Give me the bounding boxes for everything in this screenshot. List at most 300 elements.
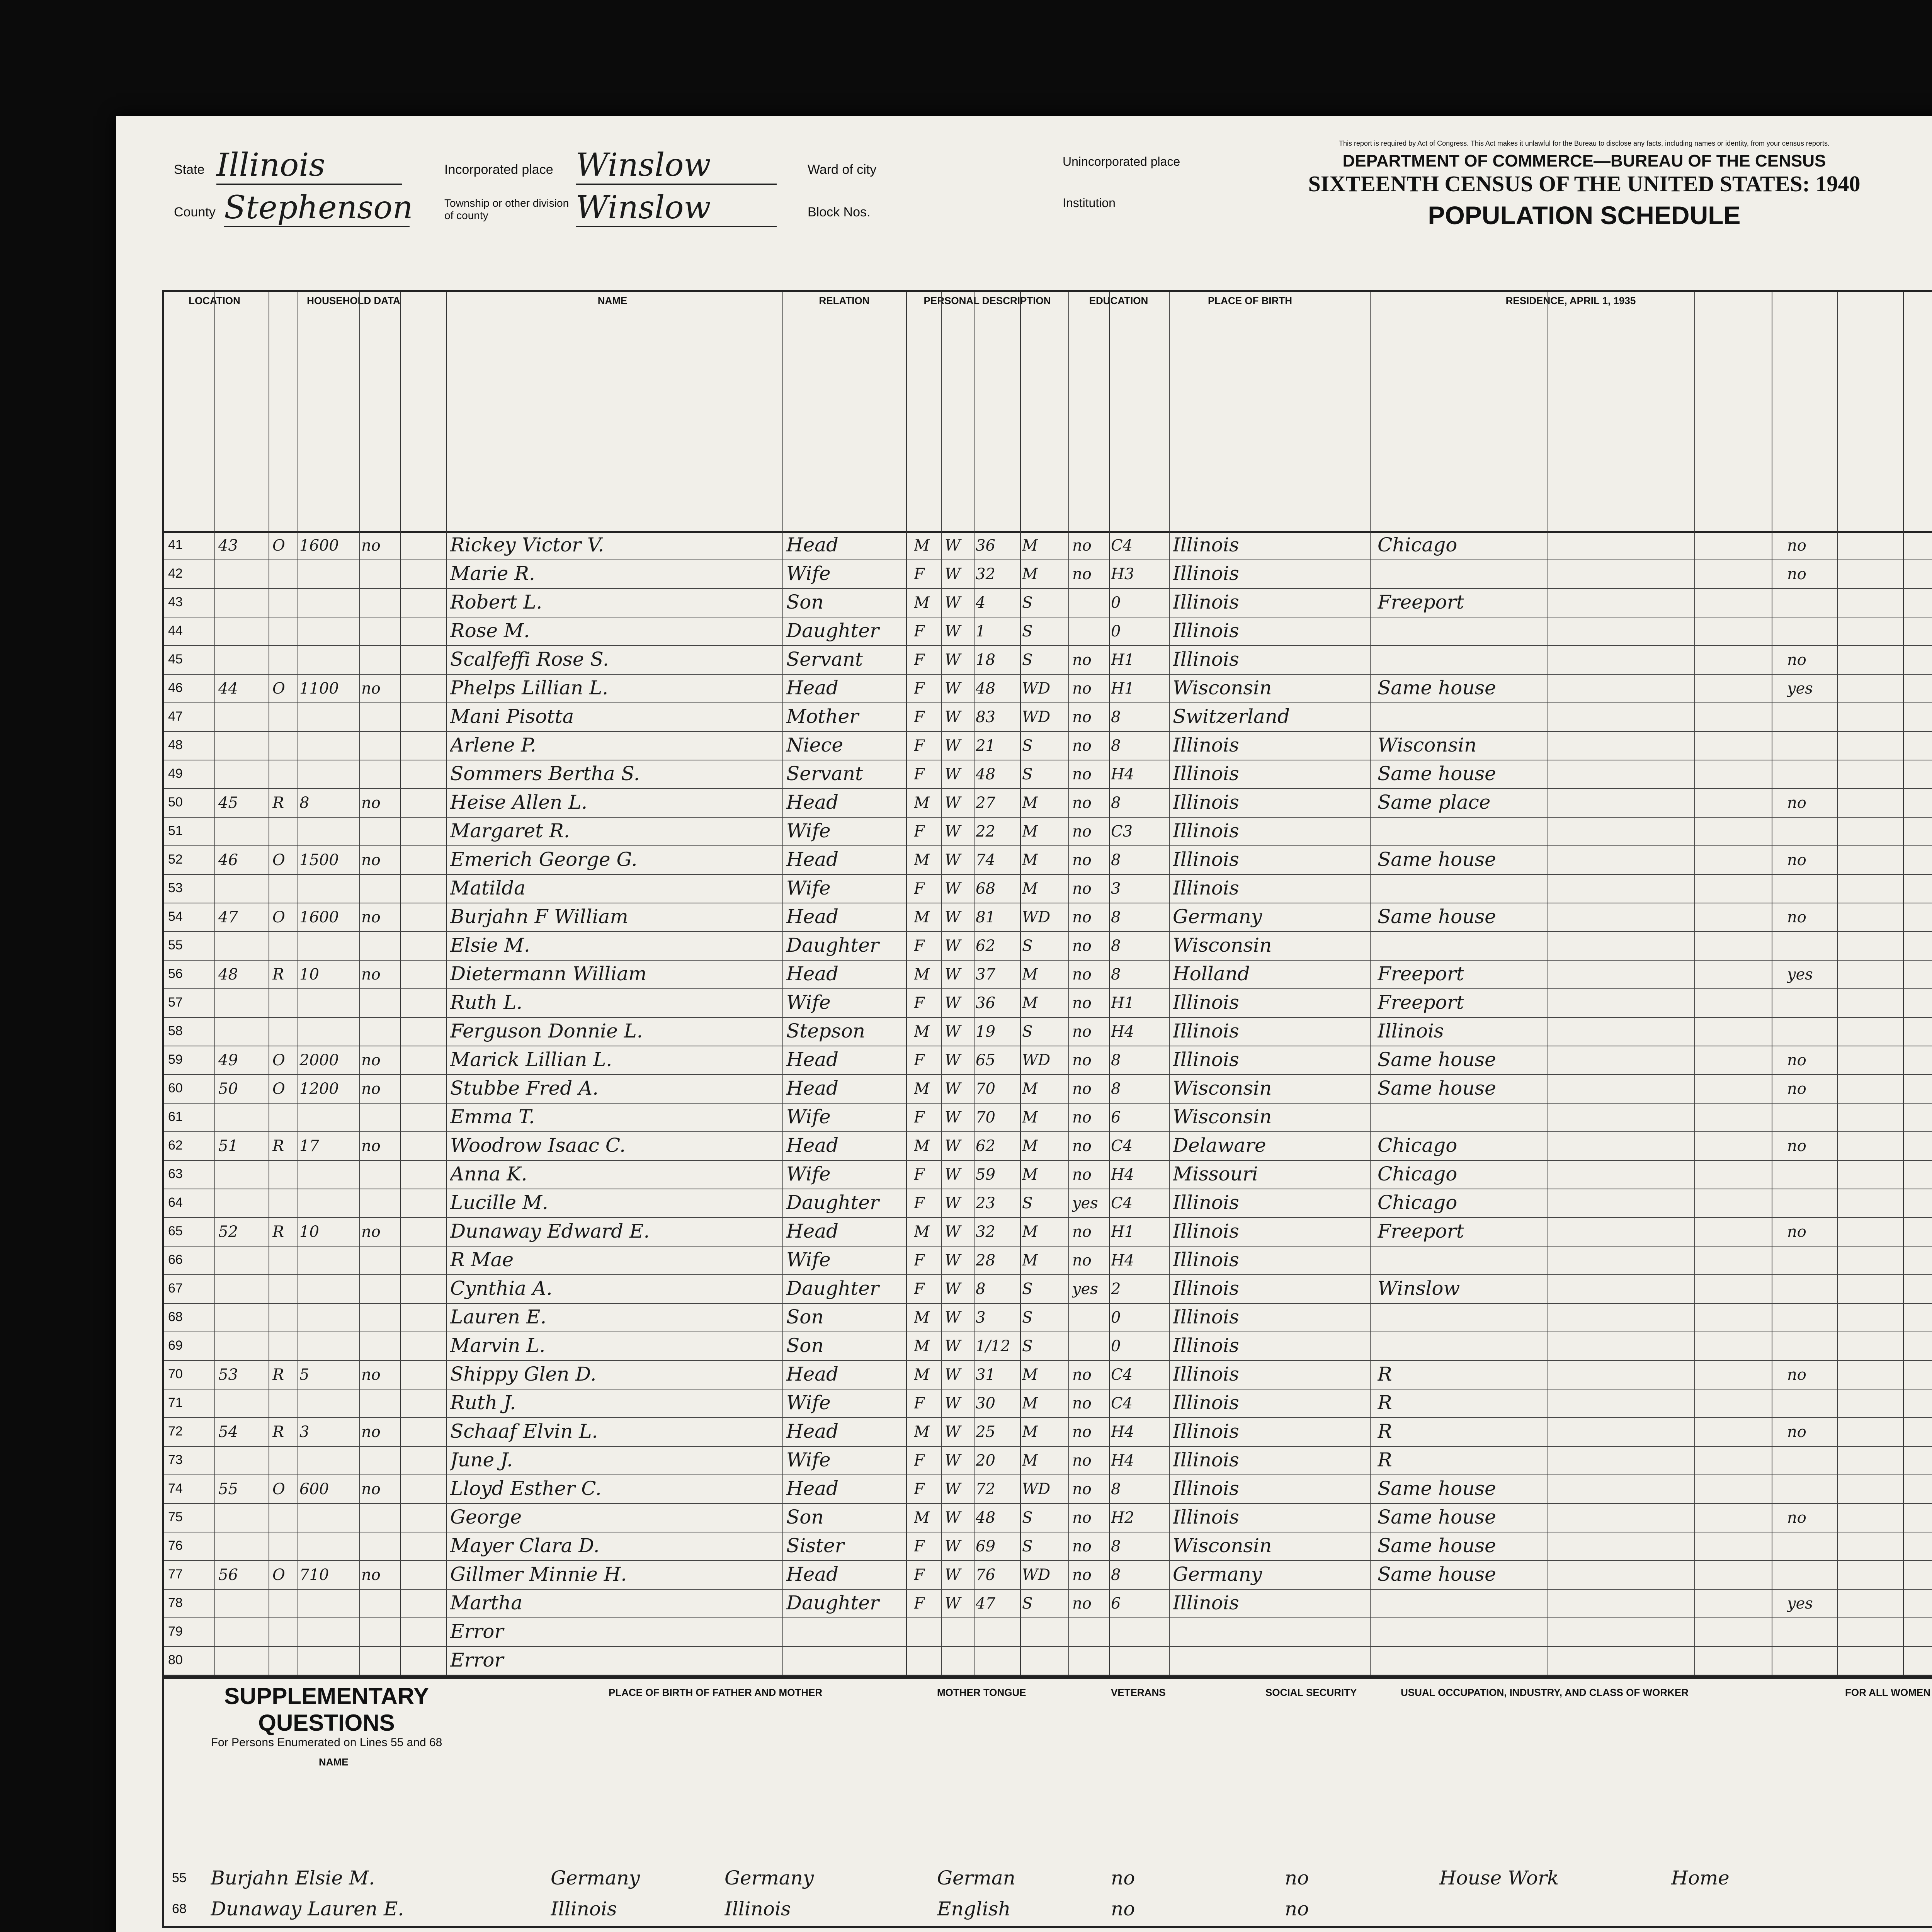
supp-cell-mother: Illinois [724, 1898, 791, 1920]
cell-rel: Son [786, 591, 824, 613]
table-row [164, 731, 1932, 760]
cell-name: Gillmer Minnie H. [450, 1563, 627, 1585]
cell-line: 53 [168, 881, 183, 895]
cell-grade: H4 [1111, 1166, 1134, 1184]
cell-work: no [1787, 651, 1806, 669]
state-value: Illinois [216, 147, 402, 185]
cell-res: R [1378, 1449, 1392, 1471]
cell-school: no [1072, 1509, 1092, 1527]
cell-res: R [1378, 1391, 1392, 1414]
cell-value: 600 [299, 1480, 329, 1498]
cell-age: 20 [976, 1452, 995, 1469]
cell-race: W [945, 1080, 961, 1098]
cell-farm: no [361, 1137, 381, 1155]
cell-birth: Illinois [1173, 1334, 1239, 1357]
cell-res: R [1378, 1363, 1392, 1385]
cell-birth: Switzerland [1173, 705, 1290, 728]
cell-line: 52 [168, 852, 183, 867]
header-title: This report is required by Act of Congress. This Act makes it unlawful for the Bureau to disclose any facts, including names or identity, from your census reports. DEPARTMENT OF COMMERCE—BUREAU OF THE CENSUS SIXTEENTH CENSUS OF THE UNITED STATES: 1940 POPULATION SCHEDULE [1275, 139, 1893, 230]
cell-name: Lucille M. [450, 1191, 548, 1214]
cell-rel: Sister [786, 1534, 844, 1557]
cell-race: W [945, 565, 961, 583]
cell-race: W [945, 823, 961, 840]
cell-race: W [945, 1423, 961, 1441]
cell-tenure: R [272, 1423, 284, 1441]
cell-value: 10 [299, 1223, 319, 1241]
cell-birth: Illinois [1173, 1048, 1239, 1071]
cell-line: 69 [168, 1338, 183, 1353]
supp-cell-occ: House Work [1439, 1867, 1559, 1889]
cell-name: Mani Pisotta [450, 705, 574, 728]
cell-value: 1600 [299, 537, 339, 554]
cell-work: no [1787, 1051, 1806, 1069]
cell-line: 73 [168, 1452, 183, 1467]
cell-work: no [1787, 1366, 1806, 1384]
cell-rel: Head [786, 1077, 839, 1099]
cell-mar: M [1022, 1080, 1038, 1098]
cell-birth: Wisconsin [1173, 1077, 1272, 1099]
cell-name: Lauren E. [450, 1306, 547, 1328]
cell-age: 68 [976, 880, 995, 898]
table-row [164, 1332, 1932, 1361]
cell-mar: M [1022, 1366, 1038, 1384]
cell-name: Emerich George G. [450, 848, 638, 871]
cell-mar: M [1022, 1452, 1038, 1469]
cell-mar: S [1022, 1537, 1033, 1555]
supp-cell-vet: no [1111, 1867, 1135, 1889]
cell-age: 37 [976, 966, 995, 983]
cell-race: W [945, 1366, 961, 1384]
cell-race: W [945, 966, 961, 983]
table-row [164, 1218, 1932, 1246]
cell-rel: Head [786, 963, 839, 985]
cell-age: 72 [976, 1480, 995, 1498]
cell-res: Same house [1378, 848, 1496, 871]
cell-value: 1100 [299, 680, 339, 697]
cell-race: W [945, 594, 961, 612]
cell-house: 50 [218, 1080, 238, 1098]
cell-birth: Illinois [1173, 820, 1239, 842]
cell-sex: F [914, 937, 925, 955]
cell-farm: no [361, 1051, 381, 1069]
cell-line: 79 [168, 1624, 183, 1639]
cell-res: Same house [1378, 1506, 1496, 1528]
cell-grade: 8 [1111, 937, 1121, 955]
cell-grade: 8 [1111, 708, 1121, 726]
cell-line: 57 [168, 995, 183, 1010]
table-row [164, 646, 1932, 674]
cell-rel: Head [786, 1420, 839, 1442]
cell-house: 55 [218, 1480, 238, 1498]
cell-mar: M [1022, 1252, 1038, 1269]
cell-age: 36 [976, 994, 995, 1012]
cell-mar: M [1022, 565, 1038, 583]
cell-sex: F [914, 1280, 925, 1298]
cell-birth: Illinois [1173, 1306, 1239, 1328]
table-row [164, 1389, 1932, 1418]
supp-cell-tongue: German [937, 1867, 1015, 1889]
supp-cell-tongue: English [937, 1898, 1011, 1920]
cell-farm: no [361, 794, 381, 812]
cell-grade: 8 [1111, 1080, 1121, 1098]
cell-name: Ferguson Donnie L. [450, 1020, 643, 1042]
cell-birth: Illinois [1173, 1420, 1239, 1442]
cell-sex: F [914, 823, 925, 840]
table-row [164, 560, 1932, 588]
table-row [164, 1618, 1932, 1646]
supp-group-veterans: VETERANS [1111, 1687, 1166, 1698]
cell-work: no [1787, 537, 1806, 554]
cell-name: Matilda [450, 877, 526, 899]
cell-sex: F [914, 1537, 925, 1555]
table-row [164, 1303, 1932, 1332]
cell-grade: C4 [1111, 1137, 1133, 1155]
cell-grade: 8 [1111, 851, 1121, 869]
cell-name: Rose M. [450, 619, 530, 642]
cell-name: Elsie M. [450, 934, 530, 956]
cell-line: 50 [168, 795, 183, 810]
cell-sex: F [914, 1595, 925, 1612]
cell-sex: F [914, 1252, 925, 1269]
cell-rel: Wife [786, 562, 831, 585]
cell-work: no [1787, 565, 1806, 583]
cell-name: Emma T. [450, 1105, 535, 1128]
cell-grade: H4 [1111, 765, 1134, 783]
cell-name: George [450, 1506, 522, 1528]
cell-value: 5 [299, 1366, 310, 1384]
supp-cell-name: Burjahn Elsie M. [211, 1867, 375, 1889]
cell-res: Chicago [1378, 1134, 1458, 1156]
cell-sex: M [914, 1509, 930, 1527]
cell-school: no [1072, 680, 1092, 697]
cell-mar: M [1022, 1166, 1038, 1184]
cell-sex: F [914, 737, 925, 755]
cell-work: no [1787, 1423, 1806, 1441]
cell-rel: Head [786, 1477, 839, 1500]
cell-age: 3 [976, 1309, 986, 1327]
table-row [164, 1132, 1932, 1160]
cell-school: no [1072, 823, 1092, 840]
cell-school: no [1072, 651, 1092, 669]
cell-house: 47 [218, 908, 238, 926]
cell-school: no [1072, 1480, 1092, 1498]
cell-grade: 8 [1111, 737, 1121, 755]
cell-name: Shippy Glen D. [450, 1363, 597, 1385]
cell-age: 47 [976, 1595, 995, 1612]
cell-school: no [1072, 565, 1092, 583]
cell-name: Cynthia A. [450, 1277, 553, 1299]
cell-name: Marvin L. [450, 1334, 546, 1357]
supp-title: SUPPLEMENTARY QUESTIONS [224, 1683, 429, 1736]
cell-race: W [945, 1480, 961, 1498]
cell-sex: F [914, 1480, 925, 1498]
cell-farm: no [361, 1423, 381, 1441]
census-title: SIXTEENTH CENSUS OF THE UNITED STATES: 1940 [1308, 171, 1861, 196]
cell-birth: Illinois [1173, 562, 1239, 585]
cell-value: 1500 [299, 851, 339, 869]
cell-rel: Head [786, 848, 839, 871]
block-label: Block Nos. [808, 205, 871, 219]
cell-value: 17 [299, 1137, 319, 1155]
county-label: County [174, 205, 216, 219]
cell-race: W [945, 994, 961, 1012]
cell-race: W [945, 765, 961, 783]
cell-grade: 8 [1111, 966, 1121, 983]
cell-age: 1 [976, 622, 986, 640]
cell-mar: S [1022, 937, 1033, 955]
cell-tenure: O [272, 1480, 285, 1498]
cell-mar: WD [1022, 680, 1051, 697]
cell-name: Martha [450, 1592, 523, 1614]
cell-rel: Daughter [786, 1277, 879, 1299]
cell-race: W [945, 651, 961, 669]
table-row [164, 1532, 1932, 1561]
cell-tenure: O [272, 1080, 285, 1098]
cell-rel: Servant [786, 762, 863, 785]
cell-age: 48 [976, 680, 995, 697]
cell-race: W [945, 1252, 961, 1269]
cell-age: 81 [976, 908, 995, 926]
cell-race: W [945, 1023, 961, 1041]
cell-res: Freeport [1378, 963, 1464, 985]
cell-age: 4 [976, 594, 986, 612]
cell-mar: M [1022, 1395, 1038, 1412]
cell-mar: M [1022, 1423, 1038, 1441]
supplementary-questions [162, 1677, 1932, 1928]
cell-work: no [1787, 1080, 1806, 1098]
cell-birth: Illinois [1173, 1248, 1239, 1271]
cell-school: no [1072, 851, 1092, 869]
cell-work: yes [1787, 680, 1813, 697]
cell-grade: 0 [1111, 1309, 1121, 1327]
cell-name: Phelps Lillian L. [450, 677, 609, 699]
cell-mar: S [1022, 1023, 1033, 1041]
group-education: EDUCATION [1089, 295, 1148, 306]
department-title: DEPARTMENT OF COMMERCE—BUREAU OF THE CENSUS [1342, 151, 1826, 170]
cell-name: Dietermann William [450, 963, 647, 985]
cell-mar: S [1022, 1595, 1033, 1612]
cell-res: Freeport [1378, 1220, 1464, 1242]
cell-value: 8 [299, 794, 310, 812]
cell-rel: Daughter [786, 1592, 879, 1614]
supp-subtitle: For Persons Enumerated on Lines 55 and 68 [211, 1736, 442, 1749]
cell-age: 23 [976, 1194, 995, 1212]
cell-school: no [1072, 737, 1092, 755]
cell-sex: M [914, 1137, 930, 1155]
cell-house: 43 [218, 537, 238, 554]
cell-house: 52 [218, 1223, 238, 1241]
cell-school: no [1072, 1252, 1092, 1269]
cell-sex: F [914, 565, 925, 583]
cell-farm: no [361, 1480, 381, 1498]
cell-sex: M [914, 1337, 930, 1355]
supp-row [164, 1864, 1932, 1895]
cell-tenure: R [272, 1223, 284, 1241]
cell-tenure: R [272, 1366, 284, 1384]
cell-name: Arlene P. [450, 734, 536, 756]
cell-name: Dunaway Edward E. [450, 1220, 650, 1242]
table-row [164, 1418, 1932, 1446]
cell-mar: M [1022, 1223, 1038, 1241]
cell-race: W [945, 1051, 961, 1069]
cell-age: 48 [976, 1509, 995, 1527]
cell-res: Wisconsin [1378, 734, 1477, 756]
cell-sex: M [914, 794, 930, 812]
supp-group-women: FOR ALL WOMEN [1845, 1687, 1930, 1698]
cell-rel: Head [786, 1563, 839, 1585]
cell-age: 74 [976, 851, 995, 869]
cell-school: no [1072, 1452, 1092, 1469]
cell-line: 65 [168, 1224, 183, 1238]
cell-farm: no [361, 1223, 381, 1241]
cell-sex: F [914, 994, 925, 1012]
cell-value: 10 [299, 966, 319, 983]
cell-grade: H3 [1111, 565, 1134, 583]
cell-house: 56 [218, 1566, 238, 1584]
cell-age: 65 [976, 1051, 995, 1069]
cell-sex: M [914, 1366, 930, 1384]
cell-grade: 3 [1111, 880, 1121, 898]
cell-rel: Wife [786, 820, 831, 842]
cell-tenure: O [272, 908, 285, 926]
supp-cell-vet: no [1111, 1898, 1135, 1920]
cell-name: Margaret R. [450, 820, 570, 842]
supp-group-occupation: USUAL OCCUPATION, INDUSTRY, AND CLASS OF WORKER [1401, 1687, 1689, 1698]
cell-grade: C3 [1111, 823, 1133, 840]
cell-grade: C4 [1111, 537, 1133, 554]
group-location: LOCATION [189, 295, 240, 306]
cell-age: 70 [976, 1080, 995, 1098]
cell-res: Chicago [1378, 1163, 1458, 1185]
cell-age: 32 [976, 1223, 995, 1241]
group-personal: PERSONAL DESCRIPTION [923, 295, 1051, 306]
cell-work: no [1787, 908, 1806, 926]
cell-res: Same house [1378, 762, 1496, 785]
cell-rel: Mother [786, 705, 859, 728]
cell-birth: Wisconsin [1173, 1105, 1272, 1128]
cell-res: Same house [1378, 905, 1496, 928]
cell-school: no [1072, 1566, 1092, 1584]
cell-mar: S [1022, 1509, 1033, 1527]
cell-birth: Illinois [1173, 1391, 1239, 1414]
cell-age: 8 [976, 1280, 986, 1298]
cell-race: W [945, 1595, 961, 1612]
cell-mar: S [1022, 1194, 1033, 1212]
cell-race: W [945, 1395, 961, 1412]
cell-line: 76 [168, 1538, 183, 1553]
table-row [164, 1646, 1932, 1675]
cell-race: W [945, 794, 961, 812]
cell-age: 76 [976, 1566, 995, 1584]
cell-tenure: O [272, 1566, 285, 1584]
cell-age: 19 [976, 1023, 995, 1041]
cell-age: 70 [976, 1109, 995, 1126]
cell-school: no [1072, 708, 1092, 726]
cell-grade: 8 [1111, 908, 1121, 926]
cell-house: 46 [218, 851, 238, 869]
cell-rel: Daughter [786, 934, 879, 956]
cell-birth: Germany [1173, 1563, 1262, 1585]
cell-grade: C4 [1111, 1194, 1133, 1212]
table-row [164, 1475, 1932, 1503]
cell-race: W [945, 1280, 961, 1298]
cell-birth: Illinois [1173, 1592, 1239, 1614]
cell-name: June J. [450, 1449, 513, 1471]
cell-grade: 0 [1111, 594, 1121, 612]
group-birthplace: PLACE OF BIRTH [1208, 295, 1293, 306]
cell-rel: Stepson [786, 1020, 865, 1042]
cell-line: 58 [168, 1024, 183, 1038]
table-row [164, 1503, 1932, 1532]
cell-race: W [945, 851, 961, 869]
cell-name: Woodrow Isaac C. [450, 1134, 626, 1156]
supp-row [164, 1895, 1932, 1926]
table-row [164, 932, 1932, 960]
cell-line: 70 [168, 1367, 183, 1381]
cell-birth: Illinois [1173, 648, 1239, 670]
cell-rel: Wife [786, 877, 831, 899]
cell-age: 62 [976, 1137, 995, 1155]
cell-name: Anna K. [450, 1163, 527, 1185]
cell-rel: Daughter [786, 1191, 879, 1214]
cell-age: 28 [976, 1252, 995, 1269]
township-label: Township or other division of county [444, 197, 569, 221]
cell-line: 41 [168, 537, 183, 552]
cell-farm: no [361, 1366, 381, 1384]
cell-line: 72 [168, 1424, 183, 1439]
cell-line: 64 [168, 1195, 183, 1210]
cell-grade: 6 [1111, 1109, 1121, 1126]
table-row [164, 617, 1932, 646]
cell-line: 45 [168, 652, 183, 667]
cell-birth: Illinois [1173, 1506, 1239, 1528]
cell-mar: S [1022, 622, 1033, 640]
cell-rel: Head [786, 905, 839, 928]
cell-res: Same house [1378, 1077, 1496, 1099]
cell-race: W [945, 1452, 961, 1469]
cell-age: 21 [976, 737, 995, 755]
cell-school: no [1072, 765, 1092, 783]
cell-birth: Illinois [1173, 991, 1239, 1014]
cell-birth: Germany [1173, 905, 1262, 928]
cell-grade: H4 [1111, 1023, 1134, 1041]
cell-sex: M [914, 908, 930, 926]
cell-age: 36 [976, 537, 995, 554]
cell-birth: Illinois [1173, 1277, 1239, 1299]
cell-rel: Head [786, 1220, 839, 1242]
cell-school: no [1072, 1395, 1092, 1412]
incorporated-label: Incorporated place [444, 162, 553, 177]
cell-name: Error [450, 1620, 504, 1643]
cell-birth: Illinois [1173, 591, 1239, 613]
cell-rel: Son [786, 1506, 824, 1528]
cell-sex: M [914, 1309, 930, 1327]
cell-school: no [1072, 794, 1092, 812]
table-row [164, 588, 1932, 617]
cell-farm: no [361, 966, 381, 983]
population-table [162, 290, 1932, 1677]
cell-school: no [1072, 1023, 1092, 1041]
cell-grade: H1 [1111, 651, 1134, 669]
cell-race: W [945, 537, 961, 554]
cell-school: no [1072, 1080, 1092, 1098]
cell-grade: H1 [1111, 994, 1134, 1012]
cell-name: Ruth J. [450, 1391, 516, 1414]
table-row [164, 1160, 1932, 1189]
cell-age: 22 [976, 823, 995, 840]
supp-cell-line: 68 [172, 1901, 187, 1916]
cell-birth: Illinois [1173, 1191, 1239, 1214]
